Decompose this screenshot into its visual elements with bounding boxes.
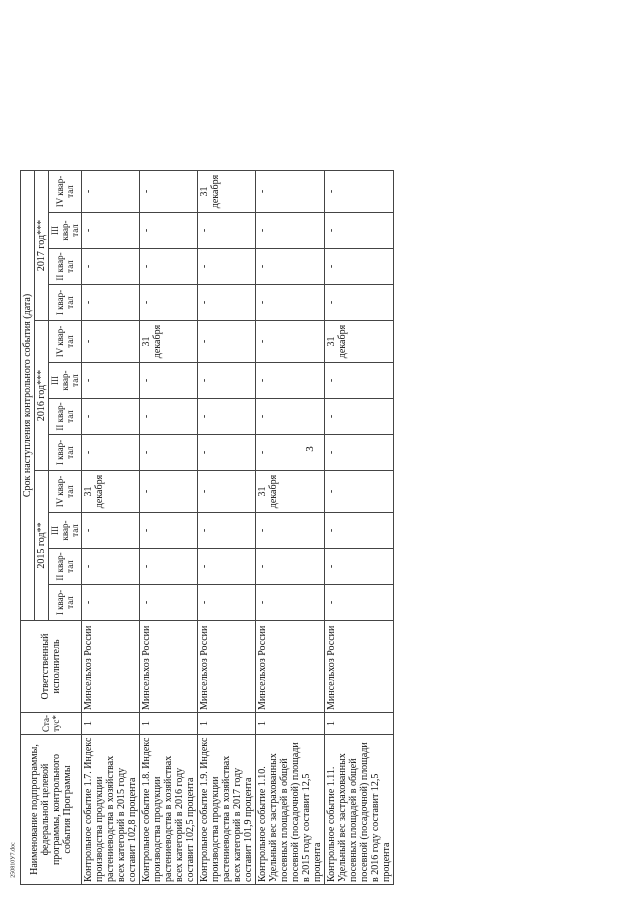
header-quarter: I квар- тал xyxy=(49,435,82,471)
responsible-cell: Минсельхоз России xyxy=(140,621,198,713)
event-name-cell: Контрольное событие 1.7. Индекс производства продукции растениеводства в хозяйствах всех категорий в 2015 году составит 102,8 процента xyxy=(82,735,140,885)
quarter-cell: - xyxy=(256,435,325,471)
table-row xyxy=(256,171,325,885)
quarter-cell: - xyxy=(140,171,198,213)
table-row xyxy=(325,171,394,885)
responsible-cell: Минсельхоз России xyxy=(198,621,256,713)
quarter-cell: - xyxy=(325,549,394,585)
quarter-cell: - xyxy=(140,399,198,435)
quarter-cell: - xyxy=(325,285,394,321)
header-year-2015: 2015 год** xyxy=(35,471,49,621)
quarter-cell: - xyxy=(325,513,394,549)
quarter-cell: - xyxy=(325,213,394,249)
status-cell: 1 xyxy=(198,713,256,735)
quarter-cell: - xyxy=(198,435,256,471)
quarter-cell: - xyxy=(140,471,198,513)
quarter-cell: - xyxy=(82,513,140,549)
quarter-cell: - xyxy=(140,549,198,585)
quarter-cell: - xyxy=(82,249,140,285)
event-name-cell: Контрольное событие 1.8. Индекс производства продукции растениеводства в хозяйствах всех категорий в 2016 году составит 102,5 процента xyxy=(140,735,198,885)
quarter-cell: - xyxy=(82,213,140,249)
quarter-cell: - xyxy=(256,249,325,285)
quarter-cell: - xyxy=(198,513,256,549)
quarter-cell: - xyxy=(82,171,140,213)
quarter-cell: - xyxy=(82,585,140,621)
quarter-cell: 31 декабря xyxy=(198,171,256,213)
header-responsible: Ответственный исполнитель xyxy=(21,621,82,713)
quarter-cell: - xyxy=(140,513,198,549)
quarter-cell: - xyxy=(82,435,140,471)
header-quarter: II квар- тал xyxy=(49,549,82,585)
quarter-cell: - xyxy=(198,471,256,513)
quarter-cell: - xyxy=(198,399,256,435)
header-year-2017: 2017 год*** xyxy=(35,171,49,321)
quarter-cell: - xyxy=(82,549,140,585)
header-status: Ста- тус* xyxy=(21,713,82,735)
quarter-cell: - xyxy=(82,321,140,363)
header-quarter: I квар- тал xyxy=(49,585,82,621)
quarter-cell: - xyxy=(198,549,256,585)
responsible-cell: Минсельхоз России xyxy=(82,621,140,713)
header-quarter: IV квар- тал xyxy=(49,321,82,363)
quarter-cell: - xyxy=(256,213,325,249)
responsible-cell: Минсельхоз России xyxy=(325,621,394,713)
document-footer-id: 250810У7.doc xyxy=(10,842,17,878)
quarter-cell: - xyxy=(325,249,394,285)
header-name: Наименование подпрограммы, федеральной целевой программы, контрольного события Программы xyxy=(21,735,82,885)
quarter-cell: - xyxy=(198,249,256,285)
page-number: 3 xyxy=(303,446,316,452)
quarter-cell: - xyxy=(82,399,140,435)
quarter-cell: - xyxy=(256,513,325,549)
quarter-cell: - xyxy=(140,435,198,471)
quarter-cell: - xyxy=(198,285,256,321)
control-events-table xyxy=(20,170,394,885)
header-quarter: IV квар- тал xyxy=(49,471,82,513)
table-row xyxy=(82,171,140,885)
header-quarter: II квар- тал xyxy=(49,399,82,435)
quarter-cell: - xyxy=(82,285,140,321)
quarter-cell: - xyxy=(82,363,140,399)
table-body xyxy=(82,171,394,885)
quarter-cell: - xyxy=(325,363,394,399)
quarter-cell: - xyxy=(140,363,198,399)
header-quarter: I квар- тал xyxy=(49,285,82,321)
quarter-cell: - xyxy=(325,585,394,621)
status-cell: 1 xyxy=(256,713,325,735)
quarter-cell: - xyxy=(325,471,394,513)
header-quarter: IV квар- тал xyxy=(49,171,82,213)
quarter-cell: - xyxy=(256,585,325,621)
event-name-cell: Контрольное событие 1.10. Удельный вес застрахованных посевных площадей в общей посевной (посадочной) площади в 2015 году составит 12,5 процента xyxy=(256,735,325,885)
quarter-cell: - xyxy=(325,435,394,471)
status-cell: 1 xyxy=(140,713,198,735)
quarter-cell: - xyxy=(256,549,325,585)
header-year-2016: 2016 год*** xyxy=(35,321,49,471)
status-cell: 1 xyxy=(82,713,140,735)
table-row xyxy=(198,171,256,885)
header-quarter: III квар- тал xyxy=(49,363,82,399)
quarter-cell: 31 декабря xyxy=(325,321,394,363)
quarter-cell: - xyxy=(256,399,325,435)
table-row xyxy=(140,171,198,885)
quarter-cell: - xyxy=(198,213,256,249)
quarter-cell: - xyxy=(256,285,325,321)
header-quarter: III квар- тал xyxy=(49,213,82,249)
responsible-cell: Минсельхоз России xyxy=(256,621,325,713)
quarter-cell: - xyxy=(140,585,198,621)
quarter-cell: - xyxy=(256,321,325,363)
header-quarter: II квар- тал xyxy=(49,249,82,285)
header-term: Срок наступления контрольного события (дата) xyxy=(21,171,35,621)
event-name-cell: Контрольное событие 1.9. Индекс производства продукции растениеводства в хозяйствах всех категорий в 2017 году составит 101,9 процента xyxy=(198,735,256,885)
quarter-cell: 31 декабря xyxy=(256,471,325,513)
quarter-cell: - xyxy=(140,249,198,285)
quarter-cell: - xyxy=(198,321,256,363)
quarter-cell: - xyxy=(325,171,394,213)
quarter-cell: - xyxy=(140,285,198,321)
status-cell: 1 xyxy=(325,713,394,735)
quarter-cell: - xyxy=(256,363,325,399)
quarter-cell: 31 декабря xyxy=(140,321,198,363)
quarter-cell: - xyxy=(198,363,256,399)
quarter-cell: - xyxy=(256,171,325,213)
quarter-cell: - xyxy=(140,213,198,249)
quarter-cell: - xyxy=(325,399,394,435)
header-quarter: III квар- тал xyxy=(49,513,82,549)
quarter-cell: - xyxy=(198,585,256,621)
quarter-cell: 31 декабря xyxy=(82,471,140,513)
event-name-cell: Контрольное событие 1.11. Удельный вес застрахованных посевных площадей в общей посевной (посадочной) площади в 2016 году составит 12,5 процента xyxy=(325,735,394,885)
